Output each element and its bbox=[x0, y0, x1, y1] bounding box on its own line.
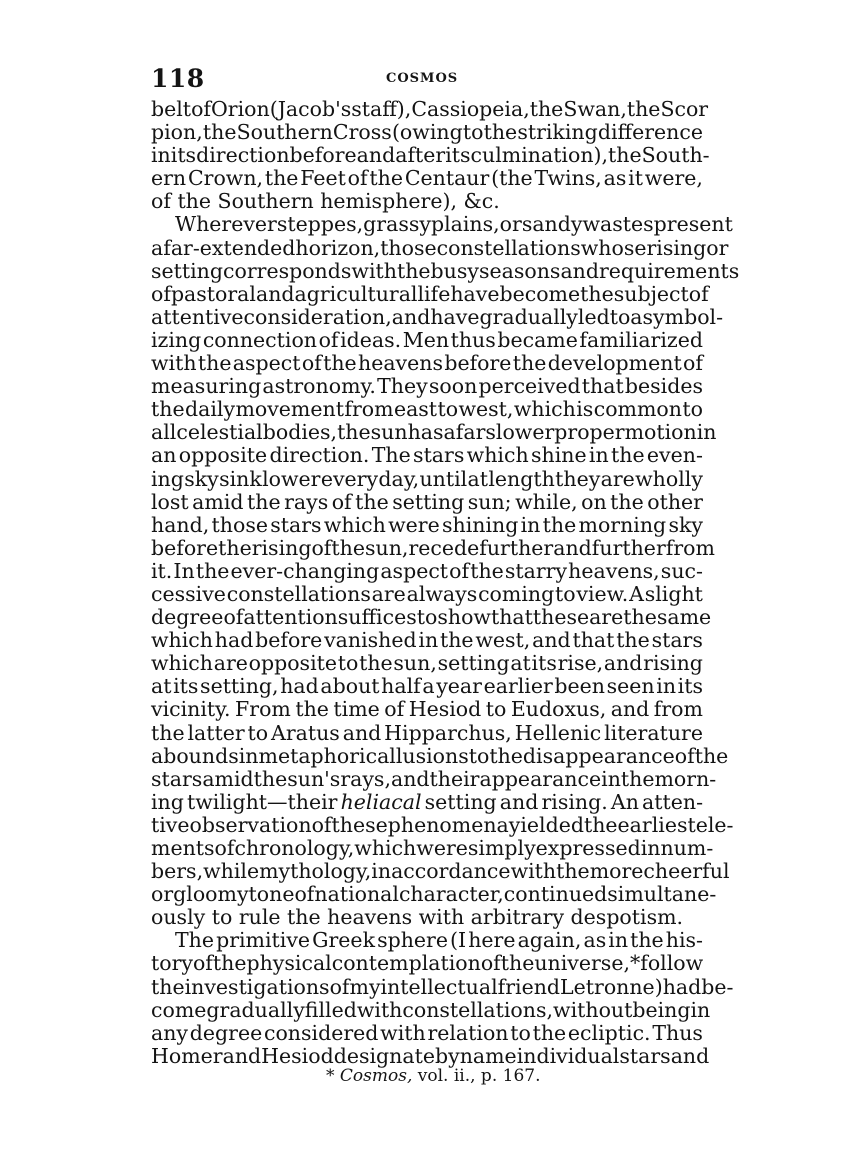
footnote-marker: * bbox=[326, 1066, 335, 1086]
text-line: pion, the Southern Cross (owing to the striking difference bbox=[151, 120, 703, 145]
text-line: Homer and Hesiod designate by name individual stars and bbox=[151, 1043, 710, 1068]
body-text bbox=[151, 97, 740, 1068]
text-line: ments of chronology, which were simply expressed in num- bbox=[151, 836, 714, 860]
text-line: tory of the physical contemplation of the universe,* follow bbox=[151, 951, 704, 976]
text-line: come gradually filled with constellations, without being in bbox=[151, 997, 711, 1022]
text-line: attentive consideration, and have gradually led to a symbol- bbox=[151, 304, 724, 329]
text-line: tive observation of these phenomena yielded the earliest ele- bbox=[151, 812, 734, 837]
text-line: ern Crown, the Feet of the Centaur (the Twins, as it were, bbox=[151, 166, 703, 191]
text-line: hand, those stars which were shining in the morning sky bbox=[151, 512, 703, 537]
text-line: ing sky sink lower every day, until at length they are wholly bbox=[151, 466, 703, 491]
text-line: setting corresponds with the busy seasons and requirements bbox=[151, 258, 740, 283]
text-line: bers, while mythology, in accordance with the more cheerful bbox=[151, 859, 730, 884]
text-line: ing twilight—their heliacal setting and rising. An atten- bbox=[151, 789, 703, 814]
text-line: which are opposite to the sun, setting at its rise, and rising bbox=[151, 651, 703, 676]
text-line: any degree considered with relation to the ecliptic. Thus bbox=[151, 1020, 703, 1045]
text-line: abounds in metaphoric allusions to the disappearance of the bbox=[151, 743, 729, 768]
text-line: an opposite direction. The stars which shine in the even- bbox=[151, 443, 703, 468]
text-line: of pastoral and agricultural life have become the subject of bbox=[151, 281, 709, 306]
text-line: cessive constellations are always coming to view. A slight bbox=[151, 581, 703, 606]
text-line: or gloomy tone of national character, continued simultane- bbox=[151, 882, 717, 907]
text-line: in its direction before and after its culmination), the South- bbox=[151, 143, 710, 168]
text-line: degree of attention suffices to show that these are the same bbox=[151, 605, 712, 630]
text-line: at its setting, had about half a year earlier been seen in its bbox=[151, 674, 703, 699]
text-line: Wherever steppes, grassy plains, or sandy wastes present bbox=[175, 212, 733, 237]
footnote-title: Cosmos, bbox=[339, 1066, 413, 1086]
text-line: izing connection of ideas. Men thus became familiarized bbox=[151, 327, 703, 352]
running-head: COSMOS bbox=[386, 71, 459, 86]
text-line: lost amid the rays of the setting sun; while, on the other bbox=[151, 489, 703, 514]
text-line: all celestial bodies, the sun has a far slower proper motion in bbox=[151, 420, 717, 445]
text-line: measuring astronomy. They soon perceived that besides bbox=[151, 374, 703, 399]
footnote bbox=[326, 1066, 540, 1086]
text-line: a far-extended horizon, those constellations whose rising or bbox=[151, 235, 729, 260]
text-line: ously to rule the heavens with arbitrary despotism. bbox=[151, 905, 684, 930]
text-line: it. In the ever-changing aspect of the starry heavens, suc- bbox=[151, 558, 703, 583]
footnote-reference: vol. ii., p. 167. bbox=[417, 1066, 541, 1086]
text-line: the daily movement from east to west, which is common to bbox=[151, 397, 703, 422]
page-number: 118 bbox=[151, 64, 205, 93]
text-line: stars amid the sun's rays, and their appearance in the morn- bbox=[151, 766, 717, 791]
text-line: before the rising of the sun, recede further and further from bbox=[151, 535, 715, 560]
text-line: with the aspect of the heavens before the development of bbox=[151, 351, 703, 376]
text-line: vicinity. From the time of Hesiod to Eudoxus, and from bbox=[151, 697, 703, 722]
text-line: The primitive Greek sphere (I here again, as in the his- bbox=[175, 928, 703, 953]
text-line: the investigations of my intellectual friend Letronne) had be- bbox=[151, 974, 734, 999]
text-line: of the Southern hemisphere), &c. bbox=[151, 189, 500, 214]
text-line: belt of Orion (Jacob's staff), Cassiopeia, the Swan, the Scor bbox=[151, 97, 709, 121]
text-line: the latter to Aratus and Hipparchus, Hellenic literature bbox=[151, 720, 703, 745]
text-line: which had before vanished in the west, and that the stars bbox=[151, 628, 703, 653]
